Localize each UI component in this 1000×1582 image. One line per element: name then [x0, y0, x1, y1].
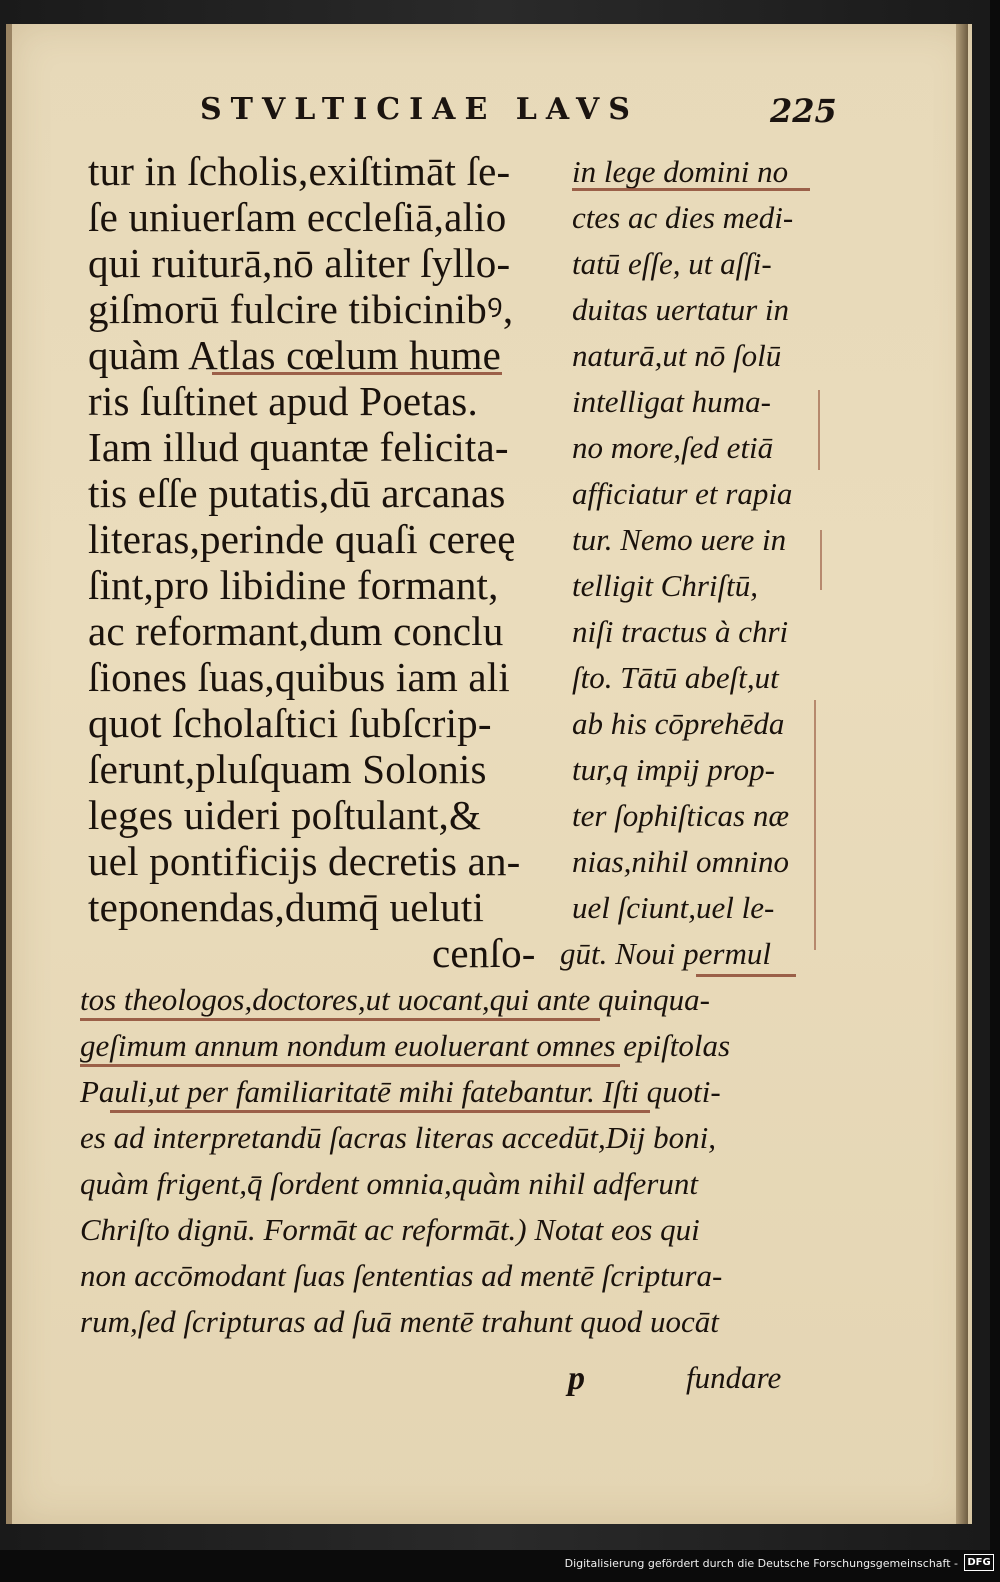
dfg-logo: DFG [964, 1554, 994, 1571]
note-text-line: es ad interpretandū ſacras literas accedūt,Dij boni, [80, 1120, 716, 1155]
ink-underline [572, 188, 810, 191]
main-text-line: ris ſuſtinet apud Poetas. [88, 378, 478, 424]
main-text-line: qui ruiturā,nō aliter ſyllo- [88, 240, 511, 286]
note-text-line: tos theologos,doctores,ut uocant,qui ante quinqua- [80, 982, 710, 1017]
margin-bracket [818, 390, 820, 470]
note-text-line: quàm frigent,q̄ ſordent omnia,quàm nihil adferunt [80, 1166, 698, 1201]
note-text-line: geſimum annum nondum euoluerant omnes epiſtolas [80, 1028, 731, 1063]
main-text-line: ac reformant,dum conclu [88, 608, 504, 654]
note-text-line: Chriſto dignū. Formāt ac reformāt.) Notat eos qui [80, 1212, 700, 1247]
ink-underline [80, 1064, 620, 1067]
catchword: fundare [686, 1360, 782, 1395]
gloss-text-line: ſto. Tātū abeſt,ut [572, 660, 779, 695]
main-text-line: cenſo- [432, 930, 536, 976]
main-text-line: ſerunt,pluſquam Solonis [88, 746, 487, 792]
main-text-line: uel pontificiјs decretis an- [88, 838, 521, 884]
gloss-text-line: tur,q impij prop- [572, 752, 775, 787]
footer-credit: Digitalisierung gefördert durch die Deutsche Forschungsgemeinschaft - [564, 1557, 958, 1570]
main-text-line: leges uideri poſtulant,& [88, 792, 482, 838]
gloss-text-line: naturā,ut nō ſolū [572, 338, 782, 373]
gloss-text-line: ctes ac dies medi- [572, 200, 794, 235]
main-text-line: ſe uniuerſam eccleſiā,alio [88, 194, 507, 240]
running-head: STVLTICIAE LAVS [200, 92, 639, 127]
gloss-text-line: tatū eſſe, ut aſſi- [572, 246, 772, 281]
page-edge [956, 24, 968, 1524]
gloss-text-line: niſi tractus à chri [572, 614, 789, 649]
gloss-text-line: ter ſophiſticas næ [572, 798, 789, 833]
main-text-line: quàm Atlas cœlum hume [88, 332, 501, 378]
gloss-text-line: no more,ſed etiā [572, 430, 774, 465]
ink-underline [80, 1018, 600, 1021]
main-text-line: quot ſcholaſtici ſubſcrip- [88, 700, 492, 746]
margin-bracket [814, 700, 816, 950]
gloss-text-line: afficiatur et rapia [572, 476, 793, 511]
ink-underline [110, 1110, 650, 1113]
gloss-text-line: duitas uertatur in [572, 292, 790, 327]
gloss-text-line: nias,nihil omnino [572, 844, 790, 879]
main-text-line: literas,perinde quaſi cereę [88, 516, 516, 562]
main-text-line: tis eſſe putatis,dū arcanas [88, 470, 506, 516]
gloss-text-line: in lege domini no [572, 154, 789, 189]
note-text-line: Pauli,ut per familiaritatē mihi fatebantur. Iſti quoti- [80, 1074, 721, 1109]
gloss-text-line: intelligat huma- [572, 384, 771, 419]
main-text-line: Iam illud quantæ felicita- [88, 424, 509, 470]
gloss-text-line: ab his cōprehēda [572, 706, 785, 741]
gloss-text-line: tur. Nemo uere in [572, 522, 787, 557]
gloss-text-line: uel ſciunt,uel le- [572, 890, 775, 925]
margin-bracket [820, 530, 822, 590]
ink-underline [696, 974, 796, 977]
page-number: 225 [770, 92, 837, 130]
main-text-line: ſiones ſuas,quibus iam ali [88, 654, 510, 700]
note-text-line: non accōmodant ſuas ſententias ad mentē ſcriptura- [80, 1258, 723, 1293]
main-text-line: ſint,pro libidine formant, [88, 562, 499, 608]
main-text-line: giſmorū fulcire tibicinibꝰ, [88, 286, 514, 332]
note-text-line: rum,ſed ſcripturas ad ſuā mentē trahunt quod uocāt [80, 1304, 719, 1339]
gloss-text-line: telligit Chriſtū, [572, 568, 759, 603]
gloss-text-line: gūt. Noui permul [560, 936, 771, 971]
main-text-line: teponendas,dumq̄ ueluti [88, 884, 485, 930]
signature-mark: p [568, 1360, 585, 1397]
ink-underline [212, 372, 502, 375]
main-text-line: tur in ſcholis,exiſtimāt ſe- [88, 148, 511, 194]
